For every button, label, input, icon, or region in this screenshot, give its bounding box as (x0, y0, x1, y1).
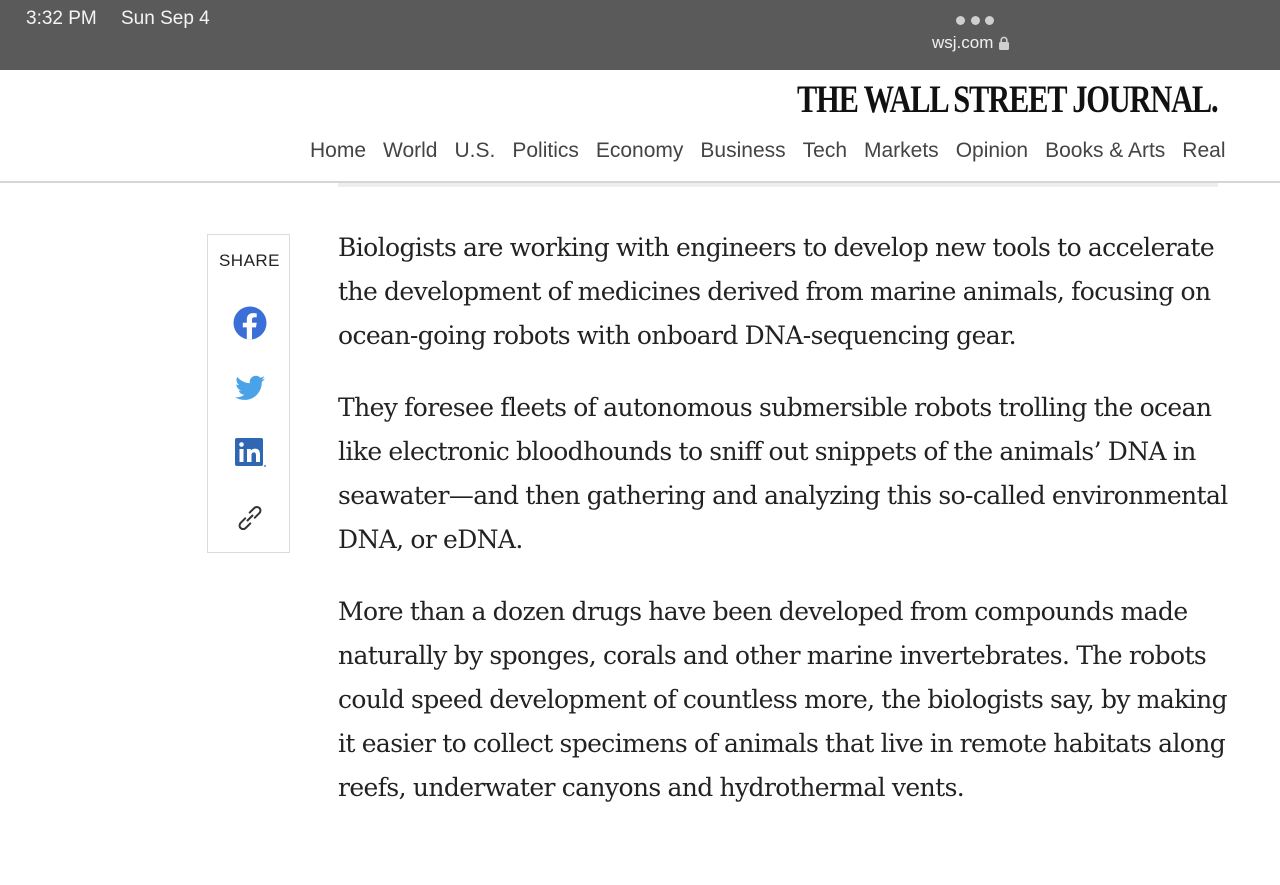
nav-item-real-estate[interactable]: Real (1182, 139, 1226, 162)
nav-item-tech[interactable]: Tech (802, 139, 847, 162)
nav-item-business[interactable]: Business (700, 139, 786, 162)
nav-item-economy[interactable]: Economy (595, 139, 684, 162)
ellipsis-icon[interactable] (956, 14, 994, 26)
nav-item-books-arts[interactable]: Books & Arts (1045, 139, 1166, 162)
status-time: 3:32 PM (26, 8, 97, 29)
article-paragraph-1: Biologists are working with engineers to develop new tools to accelerate the development of medicines derived from marine animals, focusing on ocean-going robots with onboard DNA-sequencing gear. (338, 233, 1215, 350)
linkedin-icon[interactable] (232, 435, 268, 471)
link-icon[interactable] (232, 500, 268, 536)
nav-item-markets[interactable]: Markets (864, 139, 939, 162)
status-date: Sun Sep 4 (121, 8, 210, 29)
nav-item-opinion[interactable]: Opinion (955, 139, 1029, 162)
status-bar (0, 0, 1280, 70)
main-nav (310, 136, 1243, 166)
nav-item-home[interactable]: Home (310, 139, 367, 162)
share-label: SHARE (218, 251, 281, 270)
lock-icon (998, 36, 1010, 50)
nav-item-world[interactable]: World (383, 139, 438, 162)
article-paragraph-2: They foresee fleets of autonomous submersible robots trolling the ocean like electronic bloodhounds to sniff out snippets of the animals’ DNA in seawater—and then gathering and analyzing this so-called environmental DNA, or eDNA. (338, 393, 1228, 554)
twitter-icon[interactable] (232, 370, 268, 406)
article-paragraph-3: More than a dozen drugs have been developed from compounds made naturally by sponges, corals and other marine invertebrates. The robots could speed development of countless more, the biologists say, by making it easier to collect specimens of animals that live in remote habitats along reefs, underwater canyons and hydrothermal vents. (338, 597, 1227, 802)
address-bar[interactable] (932, 33, 1010, 53)
url-text: wsj.com (932, 33, 994, 52)
facebook-icon[interactable] (232, 305, 268, 341)
masthead-logo[interactable]: THE WALL STREET JOURNAL. (797, 78, 1218, 121)
article-body (338, 226, 1228, 838)
content-divider (338, 183, 1218, 187)
nav-item-politics[interactable]: Politics (512, 139, 579, 162)
nav-item-us[interactable]: U.S. (454, 139, 496, 162)
share-panel (207, 234, 290, 553)
